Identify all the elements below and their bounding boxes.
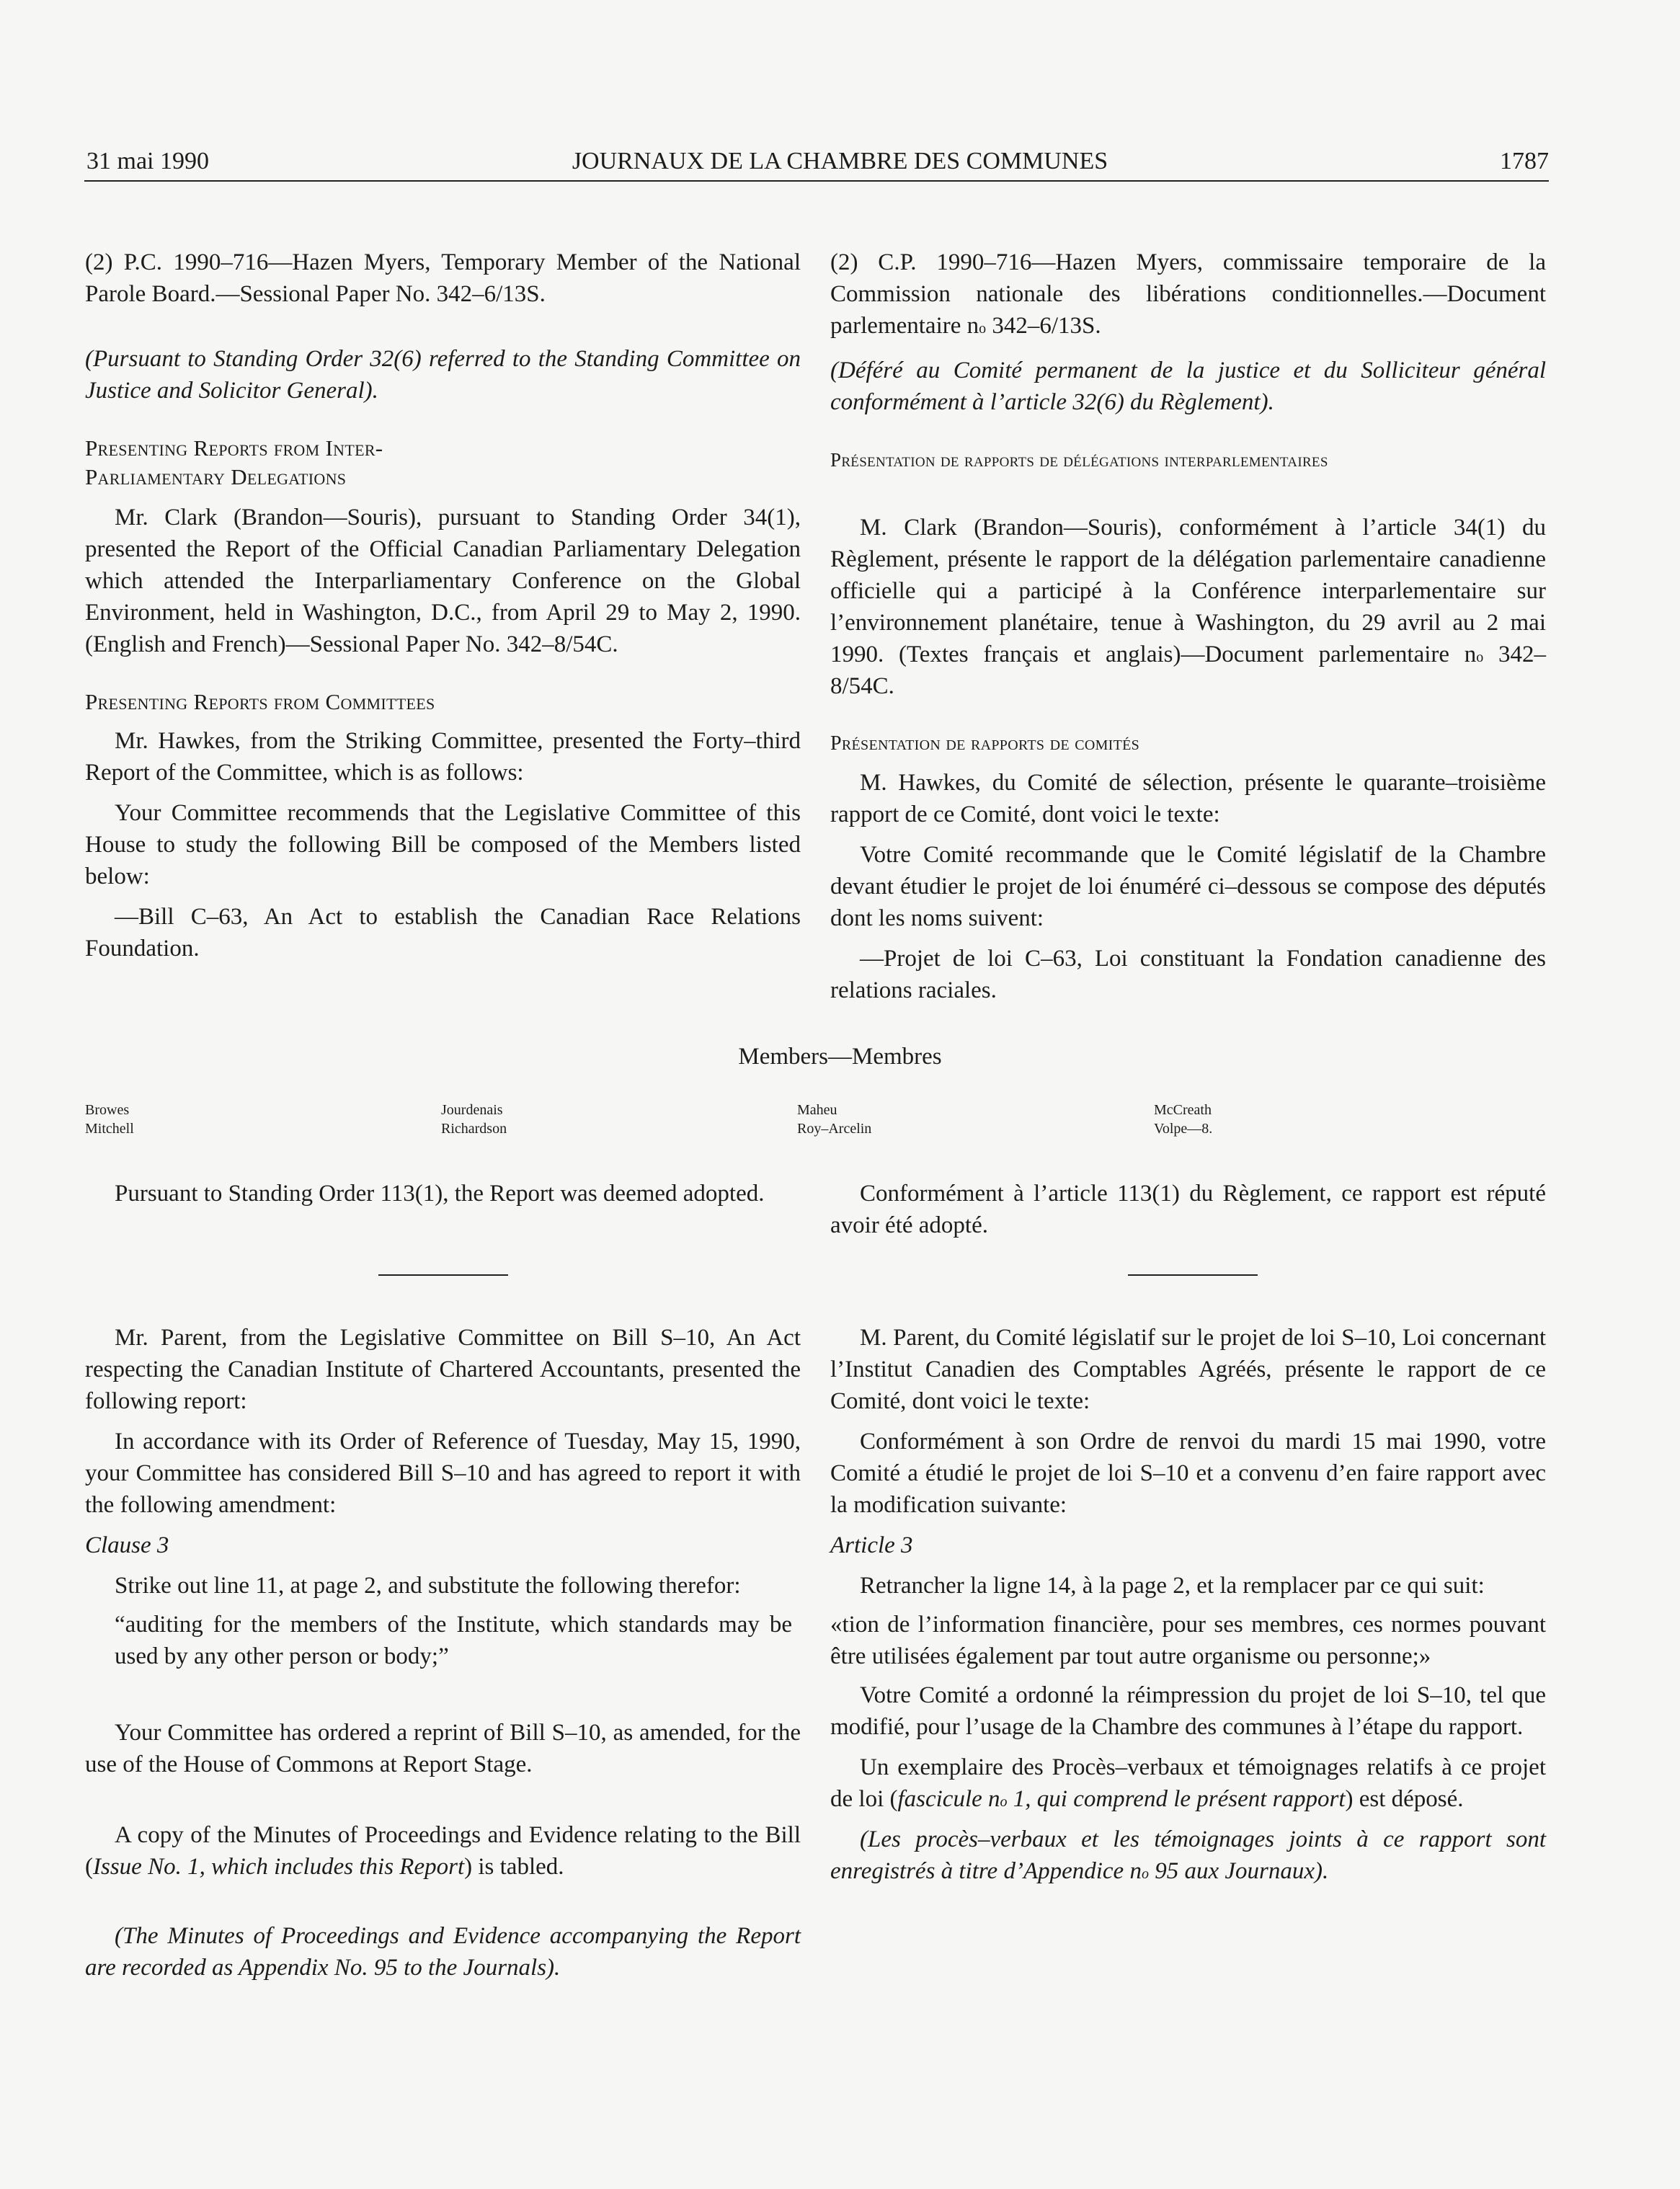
pc-referral: (Pursuant to Standing Order 32(6) referred to the Standing Committee on Justice and Solicitor General).	[85, 346, 801, 404]
members-col-2	[441, 1101, 507, 1138]
amendment-quote-fr: «tion de l’information financière, pour ses membres, ces normes pouvant être utilisées également par tout autre organisme ou personne;»	[830, 1612, 1546, 1669]
copy-paragraph-fr: Un exemplaire des Procès–verbaux et témoignages relatifs à ce projet de loi (fascicule $n^o$ 1, qui comprend le présent rapport) est déposé.	[830, 1754, 1546, 1812]
cp-item: (2) C.P. 1990–716—Hazen Myers, commissaire temporaire de la Commission nationale des libérations conditionnelles.—Document parlementaire $n^o$ 342–6/13S.	[830, 249, 1546, 339]
member-name: Jourdenais	[441, 1102, 503, 1118]
left-column-report	[85, 1322, 801, 1984]
member-name: Richardson	[441, 1121, 507, 1137]
right-column-report	[830, 1322, 1546, 1887]
member-name: Browes	[85, 1102, 130, 1118]
cp-referral: (Déféré au Comité permanent de la justice et du Solliciteur général conformément à l’article 32(6) du Règlement).	[830, 358, 1546, 415]
recommend-paragraph-fr: Votre Comité recommande que le Comité législatif de la Chambre devant étudier le projet de loi énuméré ci–dessous se compose des députés dont les noms suivent:	[830, 842, 1546, 931]
hawkes-paragraph-fr: M. Hawkes, du Comité de sélection, présente le quarante–troisième rapport de ce Comité, dont voici le texte:	[830, 770, 1546, 827]
header-date: 31 mai 1990	[86, 148, 209, 174]
right-column-upper	[830, 247, 1546, 1006]
clause-heading: Clause 3	[85, 1532, 169, 1558]
amendment-quote: “auditing for the members of the Institute, which standards may be used by any other person or body;”	[115, 1612, 792, 1669]
copy-paragraph: A copy of the Minutes of Proceedings and Evidence relating to the Bill (Issue No. 1, which includes this Report) is tabled.	[85, 1822, 801, 1880]
minutes-paragraph: (The Minutes of Proceedings and Evidence accompanying the Report are recorded as Appendix No. 95 to the Journals).	[85, 1923, 801, 1981]
bill-paragraph-fr: —Projet de loi C–63, Loi constituant la Fondation canadienne des relations raciales.	[830, 946, 1546, 1003]
separator-left	[378, 1274, 508, 1276]
accordance-paragraph: In accordance with its Order of Reference of Tuesday, May 15, 1990, your Committee has considered Bill S–10 and has agreed to report it with the following amendment:	[85, 1429, 801, 1518]
recommend-paragraph: Your Committee recommends that the Legislative Committee of this House to study the following Bill be composed of the Members listed below:	[85, 800, 801, 889]
header-title: JOURNAUX DE LA CHAMBRE DES COMMUNES	[572, 148, 1108, 174]
article-heading: Article 3	[830, 1532, 913, 1558]
header-rule	[84, 180, 1549, 182]
strike-paragraph-fr: Retrancher la ligne 14, à la page 2, et la remplacer par ce qui suit:	[860, 1573, 1485, 1599]
accordance-paragraph-fr: Conformément à son Ordre de renvoi du mardi 15 mai 1990, votre Comité a étudié le projet de loi S–10 et a convenu d’en faire rapport avec la modification suivante:	[830, 1429, 1546, 1518]
bill-paragraph: —Bill C–63, An Act to establish the Canadian Race Relations Foundation.	[85, 904, 801, 962]
hawkes-paragraph: Mr. Hawkes, from the Striking Committee, presented the Forty–third Report of the Committee, which is as follows:	[85, 728, 801, 786]
member-name: Maheu	[797, 1102, 837, 1118]
member-name: Volpe—8.	[1154, 1121, 1213, 1137]
member-name: McCreath	[1154, 1102, 1212, 1118]
pc-item: (2) P.C. 1990–716—Hazen Myers, Temporary Member of the National Parole Board.—Sessional Paper No. 342–6/13S.	[85, 249, 801, 307]
minutes-paragraph-fr: (Les procès–verbaux et les témoignages joints à ce rapport sont enregistrés à titre d’Appendice $n^o$ 95 aux Journaux).	[830, 1826, 1546, 1884]
members-col-3	[797, 1101, 871, 1138]
committees-heading-fr: Présentation de rapports de comités	[830, 732, 1140, 755]
parent-paragraph-fr: M. Parent, du Comité législatif sur le projet de loi S–10, Loi concernant l’Institut Canadien des Comptables Agréés, présente le rapport de ce Comité, dont voici le texte:	[830, 1325, 1546, 1414]
members-col-4	[1154, 1101, 1212, 1138]
reprint-paragraph-fr: Votre Comité a ordonné la réimpression du projet de loi S–10, tel que modifié, pour l’usage de la Chambre des communes à l’étape du rapport.	[830, 1682, 1546, 1740]
reprint-paragraph: Your Committee has ordered a reprint of Bill S–10, as amended, for the use of the House of Commons at Report Stage.	[85, 1720, 801, 1777]
members-heading: Members—Membres	[738, 1044, 942, 1070]
inter-heading: Presenting Reports from Inter-Parliamentary Delegations	[85, 435, 383, 489]
members-col-1	[85, 1101, 134, 1138]
member-name: Mitchell	[85, 1121, 134, 1137]
right-column-lower	[830, 1178, 1546, 1241]
page-number: 1787	[1500, 148, 1549, 174]
clark-paragraph-fr: M. Clark (Brandon—Souris), conformément à l’article 34(1) du Règlement, présente le rapport de la délégation parlementaire canadienne officielle qui a participé à la Conférence interparlementaire sur l’environnement planétaire, tenue à Washington, du 29 avril au 2 mai 1990. (Textes français et anglais)—Document parlementaire $n^o$ 342–8/54C.	[830, 515, 1546, 699]
committees-heading: Presenting Reports from Committees	[85, 689, 435, 714]
strike-paragraph: Strike out line 11, at page 2, and substitute the following therefor:	[115, 1573, 741, 1599]
left-column-lower	[85, 1178, 801, 1209]
parent-paragraph: Mr. Parent, from the Legislative Committee on Bill S–10, An Act respecting the Canadian Institute of Chartered Accountants, presented the following report:	[85, 1325, 801, 1414]
left-column-upper	[85, 247, 801, 964]
deemed-paragraph-fr: Conformément à l’article 113(1) du Règlement, ce rapport est réputé avoir été adopté.	[830, 1181, 1546, 1238]
separator-right	[1128, 1274, 1258, 1276]
inter-heading-fr: Présentation de rapports de délégations interparlementaires	[830, 449, 1328, 471]
member-name: Roy–Arcelin	[797, 1121, 872, 1137]
deemed-paragraph: Pursuant to Standing Order 113(1), the Report was deemed adopted.	[115, 1181, 765, 1207]
clark-paragraph: Mr. Clark (Brandon—Souris), pursuant to Standing Order 34(1), presented the Report of the Official Canadian Parliamentary Delegation which attended the Interparliamentary Conference on the Global Environment, held in Washington, D.C., from April 29 to May 2, 1990. (English and French)—Sessional Paper No. 342–8/54C.	[85, 505, 801, 657]
